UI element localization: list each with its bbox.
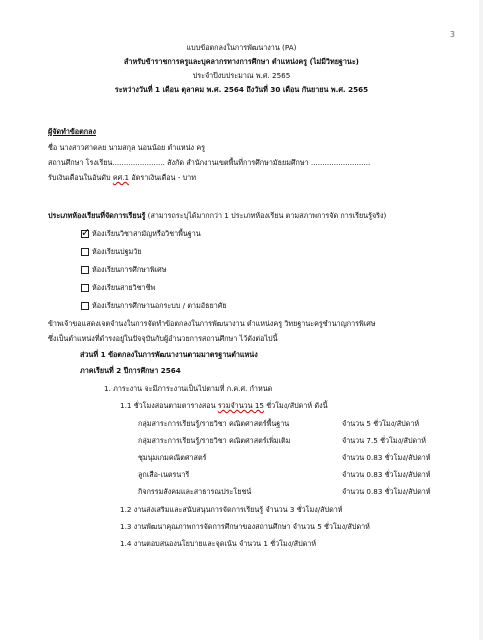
maker-salary-line <box>48 173 196 183</box>
salary-suffix: อัตราเงินเดือน - บาท <box>129 173 196 182</box>
subject-amount: จำนวน 7.5 ชั่วโมง/สัปดาห์ <box>342 436 426 445</box>
salary-prefix: รับเงินเดือนในอันดับ <box>48 173 113 182</box>
workload-item-1-2: 1.2 งานส่งเสริมและสนับสนุนการจัดการเรียนรู้ จำนวน 3 ชั่วโมง/สัปดาห์ <box>120 505 343 514</box>
workload-item-1-4: 1.4 งานตอบสนองนโยบายและจุดเน้น จำนวน 1 ชั่วโมง/สัปดาห์ <box>120 539 317 548</box>
checkbox-non-formal[interactable] <box>81 302 89 310</box>
maker-heading: ผู้จัดทำข้อตกลง <box>48 127 97 136</box>
classroom-heading <box>48 211 386 221</box>
option-label-early-childhood: ห้องเรียนปฐมวัย <box>92 247 142 256</box>
title-line-2: สำหรับข้าราชการครูและบุคลากรทางการศึกษา ตำแหน่งครู (ไม่มีวิทยฐานะ) <box>124 57 359 66</box>
title-line-1: แบบข้อตกลงในการพัฒนางาน (PA) <box>186 43 297 52</box>
statement-line-2: ซึ่งเป็นตำแหน่งที่ดำรงอยู่ในปัจจุบันกับผู้อำนวยการสถานศึกษา ไว้ดังต่อไปนี้ <box>48 334 278 343</box>
checkmark-icon: ✓ <box>81 226 91 239</box>
checkbox-special-education[interactable] <box>81 266 89 274</box>
checkbox-early-childhood[interactable] <box>81 248 89 256</box>
part1-semester: ภาคเรียนที่ 2 ปีการศึกษา 2564 <box>80 366 181 375</box>
subject-name: ลูกเสือ-เนตรนารี <box>138 470 190 479</box>
option-label-basic-subject: ห้องเรียนวิชาสามัญหรือวิชาพื้นฐาน <box>92 229 201 238</box>
classroom-heading-bold: ประเภทห้องเรียนที่จัดการเรียนรู้ <box>48 211 146 220</box>
checkbox-basic-subject[interactable] <box>81 226 91 239</box>
page-number: 3 <box>449 30 455 39</box>
subject-name: กลุ่มสาระการเรียนรู้/รายวิชา คณิตศาสตร์เพิ่มเติม <box>138 436 291 445</box>
title-line-3: ประจำปีงบประมาณ พ.ศ. 2565 <box>192 71 291 80</box>
workload-item-1: 1. ภาระงาน จะมีภาระงานเป็นไปตามที่ ก.ค.ศ. กำหนด <box>104 384 273 393</box>
option-label-special-education: ห้องเรียนการศึกษาพิเศษ <box>92 265 167 274</box>
workload-item-1-1 <box>120 401 328 411</box>
subject-amount: จำนวน 5 ชั่วโมง/สัปดาห์ <box>342 419 420 428</box>
title-line-4: ระหว่างวันที่ 1 เดือน ตุลาคม พ.ศ. 2564 ถึงวันที่ 30 เดือน กันยายน พ.ศ. 2565 <box>114 85 369 94</box>
subject-amount: จำนวน 0.83 ชั่วโมง/สัปดาห์ <box>342 470 431 479</box>
subject-amount: จำนวน 0.83 ชั่วโมง/สัปดาห์ <box>342 487 431 496</box>
subject-name: ชุมนุมเกมคณิตศาสตร์ <box>138 453 207 462</box>
item11-total: รวมจำนวน 15 <box>217 401 264 410</box>
option-label-non-formal: ห้องเรียนการศึกษานอกระบบ / ตามอัธยาศัย <box>92 301 227 310</box>
part1-heading: ส่วนที่ 1 ข้อตกลงในการพัฒนางานตามมาตรฐานตำแหน่ง <box>80 350 258 359</box>
classroom-heading-note: (สามารถระบุได้มากกว่า 1 ประเภทห้องเรียน ตามสภาพการจัด การเรียนรู้จริง) <box>145 211 387 220</box>
subject-name: กิจกรรมสังคมและสาธารณประโยชน์ <box>138 487 252 496</box>
maker-school-line: สถานศึกษา โรงเรียน....................... สังกัด สำนักงานเขตพื้นที่การศึกษามัธยมศึกษา .......................... <box>48 158 371 167</box>
subject-amount: จำนวน 0.83 ชั่วโมง/สัปดาห์ <box>342 453 431 462</box>
statement-line-1: ข้าพเจ้าขอแสดงเจตจำนงในการจัดทำข้อตกลงในการพัฒนางาน ตำแหน่งครู วิทยฐานะครูชำนาญการพิเศษ <box>48 319 376 328</box>
subject-name: กลุ่มสาระการเรียนรู้/รายวิชา คณิตศาสตร์พื้นฐาน <box>138 419 290 428</box>
item11-suffix: ชั่วโมง/สัปดาห์ ดังนี้ <box>264 401 328 410</box>
option-label-vocational: ห้องเรียนสายวิชาชีพ <box>92 283 156 292</box>
item11-prefix: 1.1 ชั่วโมงสอนตามตารางสอน <box>120 401 218 410</box>
page-edge <box>479 0 483 640</box>
maker-name-line: ชื่อ นางสาวศาดลย นามสกุล นอนน้อย ตำแหน่ง ครู <box>48 143 205 152</box>
salary-grade: คศ.1 <box>112 173 130 182</box>
workload-item-1-3: 1.3 งานพัฒนาคุณภาพการจัดการศึกษาของสถานศึกษา จำนวน 5 ชั่วโมง/สัปดาห์ <box>120 522 370 531</box>
checkbox-vocational[interactable] <box>81 284 89 292</box>
